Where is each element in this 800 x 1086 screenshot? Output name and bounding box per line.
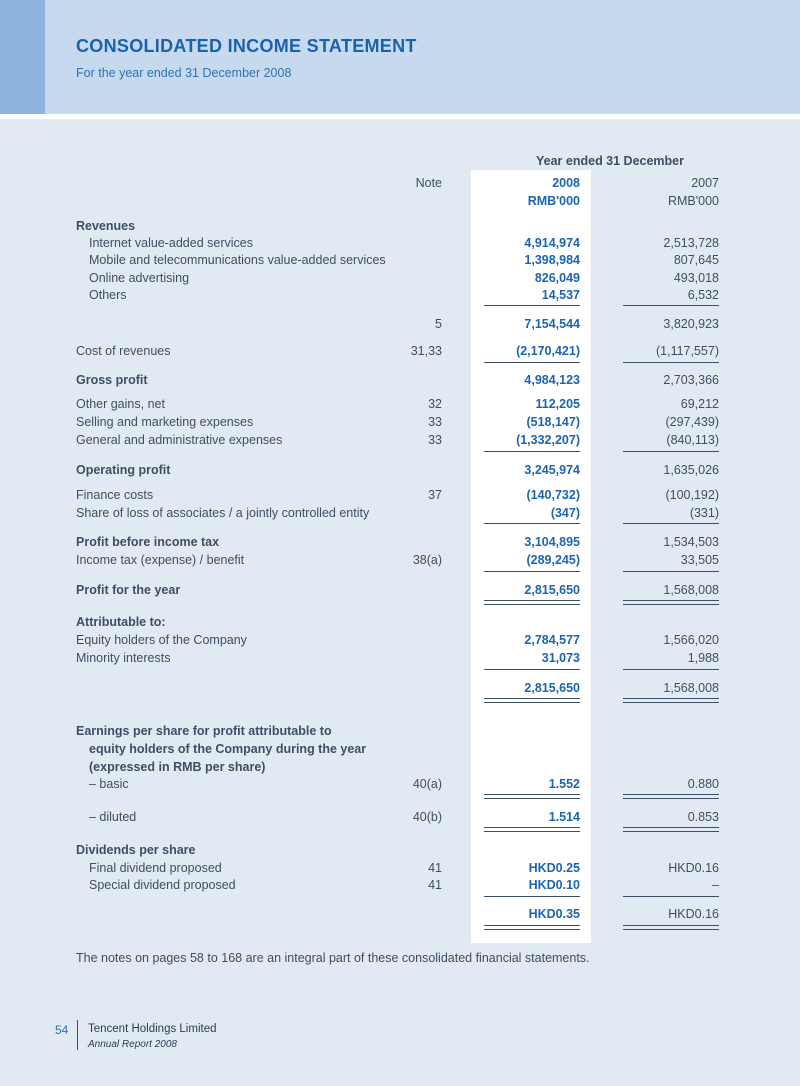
page-subtitle: For the year ended 31 December 2008: [76, 66, 292, 80]
row-label: Attributable to:: [76, 615, 166, 629]
row-note: 40(a): [412, 777, 442, 791]
header-divider: [0, 114, 800, 119]
total-double-rule: [484, 929, 580, 930]
row-label: Equity holders of the Company: [76, 633, 247, 647]
value-2008: HKD0.25: [528, 861, 580, 875]
value-2007: (331): [689, 506, 719, 520]
row-label: Gross profit: [76, 373, 148, 387]
total-double-rule: [484, 604, 580, 605]
total-double-rule: [623, 604, 719, 605]
row-label: Cost of revenues: [76, 344, 171, 358]
value-2008: 4,984,123: [524, 373, 580, 387]
total-double-rule: [623, 798, 719, 799]
row-note: 33: [428, 415, 442, 429]
value-2007: 1,988: [687, 651, 719, 665]
unit-2008-header: RMB'000: [527, 194, 580, 208]
value-2008: 3,245,974: [524, 463, 580, 477]
row-label: Final dividend proposed: [89, 861, 222, 875]
value-2008: (347): [550, 506, 580, 520]
value-2007: 1,534,503: [663, 535, 719, 549]
total-double-rule: [623, 702, 719, 703]
footer-divider: [77, 1020, 78, 1050]
subtotal-rule: [484, 451, 580, 452]
row-note: 40(b): [412, 810, 442, 824]
value-2007: 1,566,020: [663, 633, 719, 647]
row-note: 41: [428, 878, 442, 892]
subtotal-rule: [484, 571, 580, 572]
value-2008: (518,147): [526, 415, 580, 429]
total-double-rule: [484, 827, 580, 828]
value-2007: 33,505: [680, 553, 719, 567]
subtotal-rule: [484, 523, 580, 524]
total-double-rule: [484, 831, 580, 832]
row-label: Finance costs: [76, 488, 154, 502]
footer-report: Annual Report 2008: [88, 1039, 177, 1050]
value-2007: (297,439): [665, 415, 719, 429]
value-2007: 807,645: [673, 253, 719, 267]
year-2007-header: 2007: [691, 176, 719, 190]
value-2007: 0.853: [687, 810, 719, 824]
value-2008: (1,332,207): [516, 433, 580, 447]
value-2008: 1,398,984: [524, 253, 580, 267]
value-2008: 1.514: [548, 810, 580, 824]
subtotal-rule: [623, 305, 719, 306]
subtotal-rule: [623, 896, 719, 897]
value-2008: 2,815,650: [524, 681, 580, 695]
row-label: – basic: [89, 777, 129, 791]
row-note: 33: [428, 433, 442, 447]
total-double-rule: [484, 794, 580, 795]
total-double-rule: [623, 929, 719, 930]
value-2007: (100,192): [665, 488, 719, 502]
value-2008: 112,205: [535, 397, 580, 411]
value-2008: 7,154,544: [524, 317, 580, 331]
row-note: 38(a): [412, 553, 442, 567]
total-double-rule: [623, 831, 719, 832]
header-accent-tab: [0, 0, 45, 114]
row-label: Minority interests: [76, 651, 171, 665]
value-2008: 14,537: [541, 288, 580, 302]
row-label: Online advertising: [89, 271, 190, 285]
subtotal-rule: [484, 669, 580, 670]
footnote: The notes on pages 58 to 168 are an integral part of these consolidated financial statements.: [76, 951, 590, 965]
unit-2007-header: RMB'000: [667, 194, 719, 208]
total-double-rule: [484, 925, 580, 926]
value-2007: HKD0.16: [668, 907, 719, 921]
total-double-rule: [484, 702, 580, 703]
total-double-rule: [623, 925, 719, 926]
row-label: Profit for the year: [76, 583, 181, 597]
page-title: CONSOLIDATED INCOME STATEMENT: [76, 36, 417, 56]
page-number: 54: [55, 1023, 69, 1037]
row-label: Income tax (expense) / benefit: [76, 553, 245, 567]
total-double-rule: [484, 600, 580, 601]
value-2007: (1,117,557): [655, 344, 719, 358]
value-2008: 2,784,577: [524, 633, 580, 647]
row-label: Mobile and telecommunications value-added services: [89, 253, 386, 267]
total-double-rule: [623, 827, 719, 828]
value-2007: 69,212: [680, 397, 719, 411]
subtotal-rule: [623, 669, 719, 670]
footer-company: Tencent Holdings Limited: [88, 1023, 217, 1035]
total-double-rule: [484, 698, 580, 699]
value-2008: HKD0.10: [528, 878, 580, 892]
note-header: Note: [415, 176, 442, 190]
row-label: General and administrative expenses: [76, 433, 283, 447]
row-label: Others: [89, 288, 127, 302]
row-note: 5: [435, 317, 442, 331]
total-double-rule: [623, 698, 719, 699]
row-note: 32: [428, 397, 442, 411]
row-label: Operating profit: [76, 463, 171, 477]
value-2007: 3,820,923: [663, 317, 719, 331]
total-double-rule: [623, 600, 719, 601]
value-2008: (140,732): [526, 488, 580, 502]
value-2007: 1,568,008: [663, 583, 719, 597]
value-2008: 826,049: [534, 271, 580, 285]
value-2007: (840,113): [666, 433, 719, 447]
row-label: Share of loss of associates / a jointly controlled entity: [76, 506, 370, 520]
subtotal-rule: [484, 896, 580, 897]
row-label: Dividends per share: [76, 843, 196, 857]
row-label: Earnings per share for profit attributable to: [76, 724, 332, 738]
row-label: (expressed in RMB per share): [89, 760, 266, 774]
value-2007: 2,703,366: [663, 373, 719, 387]
subtotal-rule: [623, 451, 719, 452]
row-label: Revenues: [76, 219, 136, 233]
subtotal-rule: [484, 362, 580, 363]
year-2008-header: 2008: [552, 176, 580, 190]
subtotal-rule: [623, 523, 719, 524]
value-2008: (2,170,421): [516, 344, 580, 358]
row-label: Profit before income tax: [76, 535, 220, 549]
value-2007: 0.880: [687, 777, 719, 791]
value-2008: HKD0.35: [528, 907, 580, 921]
row-label: equity holders of the Company during the year: [89, 742, 367, 756]
subtotal-rule: [623, 362, 719, 363]
value-2007: 2,513,728: [663, 236, 719, 250]
value-2008: 2,815,650: [524, 583, 580, 597]
row-label: Selling and marketing expenses: [76, 415, 254, 429]
row-label: – diluted: [89, 810, 137, 824]
subtotal-rule: [484, 305, 580, 306]
value-2007: HKD0.16: [668, 861, 719, 875]
header-band: [0, 0, 800, 114]
value-2007: 493,018: [673, 271, 719, 285]
value-2008: 3,104,895: [524, 535, 580, 549]
value-2007: 1,635,026: [663, 463, 719, 477]
row-label: Internet value-added services: [89, 236, 253, 250]
row-note: 41: [428, 861, 442, 875]
value-2008: 4,914,974: [524, 236, 580, 250]
period-header: Year ended 31 December: [536, 154, 684, 168]
total-double-rule: [623, 794, 719, 795]
total-double-rule: [484, 798, 580, 799]
value-2008: (289,245): [526, 553, 580, 567]
row-label: Special dividend proposed: [89, 878, 236, 892]
value-2008: 31,073: [541, 651, 580, 665]
value-2007: 6,532: [687, 288, 719, 302]
value-2007: 1,568,008: [663, 681, 719, 695]
value-2008: 1.552: [548, 777, 580, 791]
subtotal-rule: [623, 571, 719, 572]
row-note: 31,33: [410, 344, 442, 358]
row-label: Other gains, net: [76, 397, 165, 411]
value-2007: –: [712, 878, 719, 892]
row-note: 37: [428, 488, 442, 502]
